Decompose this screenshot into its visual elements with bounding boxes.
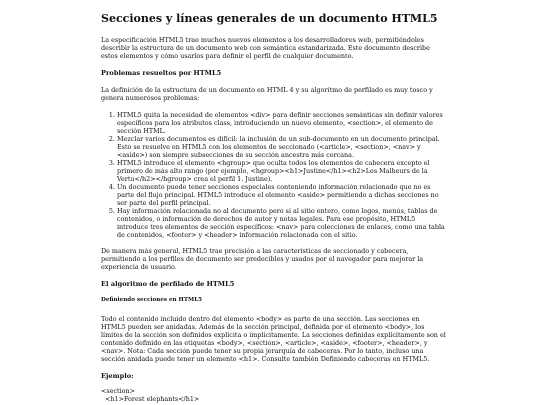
page-title: Secciones y líneas generales de un documento HTML5 [101, 12, 438, 25]
algorithm-heading: El algoritmo de perfilado de HTML5 [101, 280, 235, 288]
list-item: 5. Hay información relacionada no al documento pero si al sitio entero, como logos, menús, tablas de contenidos, o información de derechos de autor y notas legales. Para ese propósito, HTML5 introduce tres elementos de sección específicos: <nav> para colecciones de enlaces, como una tabla de contenidos, <footer> y <header> información relacionada con el sitio. [117, 207, 446, 239]
problems-intro-paragraph: La definición de la estructura de un documento en HTML 4 y su algoritmo de perfilado es muy tosco y genera numerosos problemas: [101, 86, 433, 102]
defining-sections-heading: Definiendo secciones en HTML5 [101, 297, 203, 303]
code-line: <section> [101, 387, 135, 395]
problems-heading: Problemas resueltos por HTML5 [101, 69, 222, 77]
document-content [101, 12, 446, 403]
list-item: 1. HTML5 quita la necesidad de elementos <div> para definir secciones semánticas sin definir valores específicos para los atributos class, introduciendo un nuevo elemento, <section>, el elemento de sección HTML. [117, 111, 446, 135]
list-item: 2. Mezclar varios documentos es difícil: la inclusión de un sub-documento en un documento principal. Esto se resuelve en HTML5 con los elementos de seccionado (<article>, <section>, <nav> y <aside>) son siempre subsecciones de su sección ancestra más cercana. [117, 135, 446, 159]
intro-paragraph: La especificación HTML5 trae muchos nuevos elementos a los desarrolladores web, permitiéndoles describir la estructura de un documento web con semántica estandarizada. Este documento describe estos elementos y cómo usarlos para definir el perfil de cualquier documento. [101, 36, 430, 60]
defining-sections-paragraph: Todo el contenido incluido dentro del elemento <body> es parte de una sección. Las secciones en HTML5 pueden ser anidadas. Además de la sección principal, definida por el elemento <body>, los límites de la sección son definidos explícita o implícitamente. La secciones definidas explícitamente son el contenido definido en las etiquetas <body>, <section>, <article>, <aside>, <footer>, <header>, y <nav>. Nota: Cada sección puede tener su propia jerarquía de cabeceras. Por lo tanto, incluso una sección anidada puede tener un elemento <h1>. Consulte también Definiendo cabeceras en HTML5. [101, 315, 446, 363]
problems-list [101, 111, 446, 239]
code-example [101, 387, 446, 403]
list-item: 4. Un documento puede tener secciones especiales conteniendo información relacionado que no es parte del flujo principal. HTML5 introduce el elemento <aside> permitiendo a dichas secciones no ser parte del perfil principal. [117, 183, 446, 207]
code-line: <h1>Forest elephants</h1> [101, 395, 200, 403]
example-heading: Ejemplo: [101, 372, 134, 380]
list-item: 3. HTML5 introduce el elemento <hgroup> que oculta todos los elementos de cabecera excepto el primero de más alto rango (por ejemplo, <hgroup><h1>Justine</h1><h2>Les Malheurs de la Vertu</h2></hgroup> crea el perfil 1. Justine). [117, 159, 446, 183]
summary-paragraph: De manera más general, HTML5 trae precisión a las características de seccionado y cabecera, permitiendo a los perfiles de documento ser predecibles y usados por el navegador para mejorar la experiencia de usuario. [101, 247, 424, 271]
